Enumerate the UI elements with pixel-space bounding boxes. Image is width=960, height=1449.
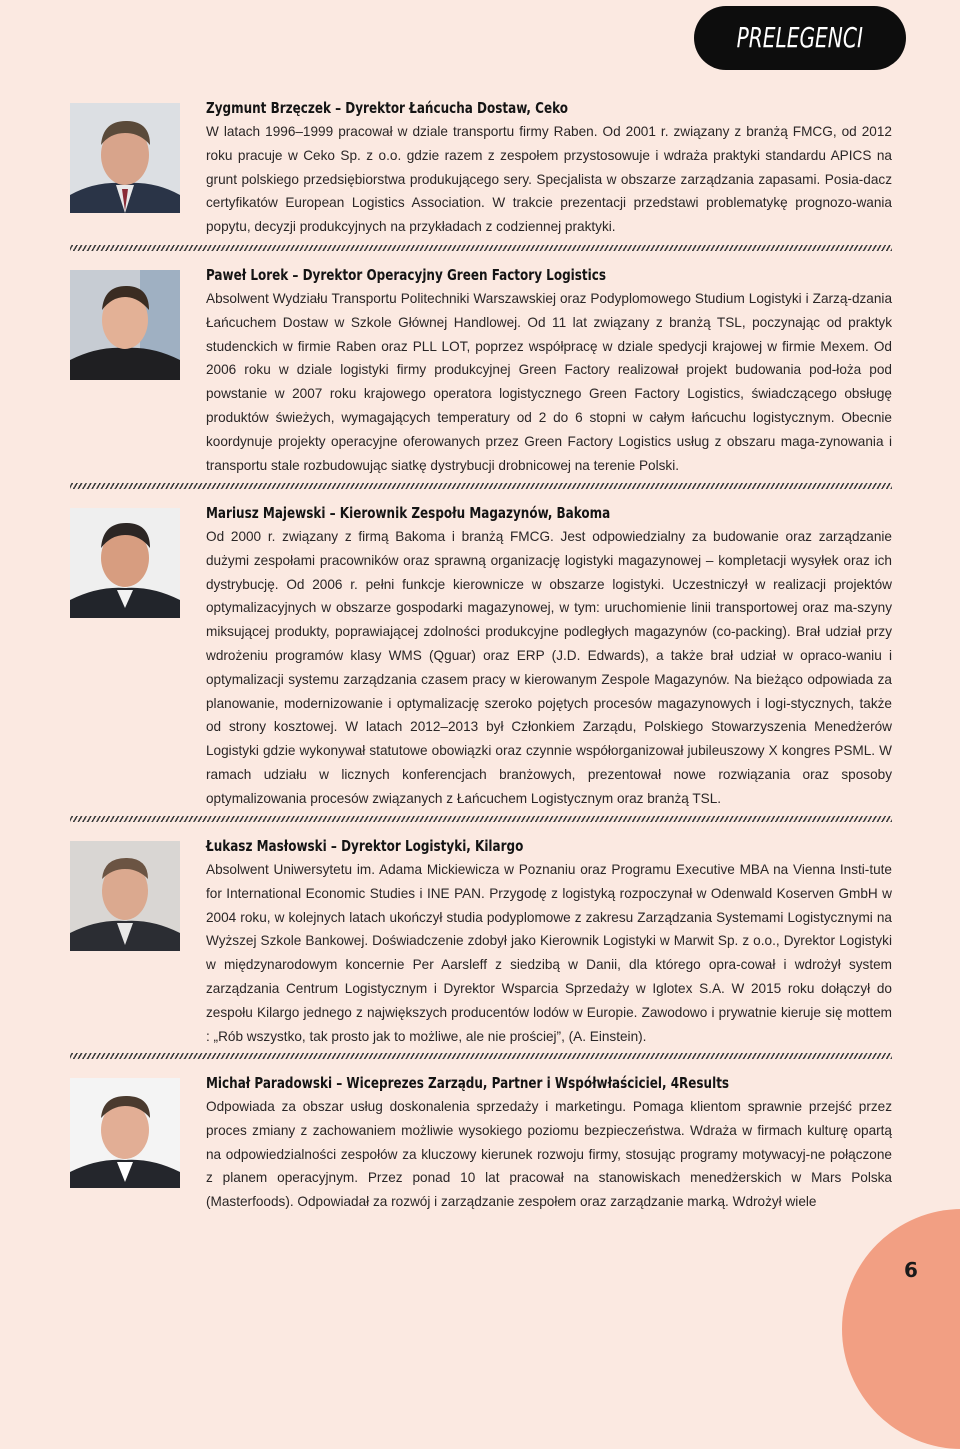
section-badge-label: PRELEGENCI <box>736 21 864 54</box>
speaker-bio: Od 2000 r. związany z firmą Bakoma i branżą FMCG. Jest odpowiedzialny za budowanie oraz zarządzanie dużymi zespołami pracowników oraz sprawną organizację logistyki magazynowej – kompletacji wysyłek oraz ich dystrybucję. Od 2006 r. pełni funkcje kierownicze w obszarze logistyki. Uczestniczył w realizacji projektów optymalizacyjnych w obszarze gospodarki magazynowej, w tym: uruchomienie linii transportowej oraz ma-szyny miksującej produkty, poprawiającej zdolności produkcyjne podległych magazynów (co-packing). Brał udział przy wdrożeniu programów klasy WMS (Qguar) oraz ERP (J.D. Edwards), a także brał udział w opraco-waniu i optymalizacji systemu zarządzania czasem pracy w kierowanym Zespole Magazynów. Na bieżąco odpowiada za planowanie, modernizowanie i optymalizację szeroko pojętych procesów magazynowych i logi-stycznych, także od strony kosztowej. W latach 2012–2013 był Członkiem Zarządu, Polskiego Stowarzyszenia Menedżerów Logistyki gdzie wykonywał statutowe obowiązki oraz czynnie współorganizował jubileuszowy X kongres PSML. W ramach udziału w licznych konferencjach branżowych, prezentował nowe rozwiązania oraz sposoby optymalizowania procesów związanych z Łańcuchem Logistycznym oraz branżą TSL. <box>206 529 892 806</box>
speaker-portrait-pawel <box>70 270 180 380</box>
speaker-name: Zygmunt Brzęczek – Dyrektor Łańcucha Dostaw, Ceko <box>206 99 568 117</box>
page-corner-decoration <box>842 1209 960 1449</box>
speaker-name: Michał Paradowski – Wiceprezes Zarządu, Partner i Współwłaściciel, 4Results <box>206 1074 730 1092</box>
section-divider <box>70 483 892 489</box>
speaker-photo <box>70 841 180 951</box>
speaker-portrait-lukasz <box>70 841 180 951</box>
speaker-name: Mariusz Majewski – Kierownik Zespołu Magazynów, Bakoma <box>206 504 611 522</box>
section-divider <box>70 245 892 251</box>
speaker-photo <box>70 103 180 213</box>
speaker-portrait-michal <box>70 1078 180 1188</box>
speaker-photo <box>70 508 180 618</box>
speaker-bio: Odpowiada za obszar usług doskonalenia sprzedaży i marketingu. Pomaga klientom sprawnie przejść przez proces zmiany z zachowaniem możliwie wysokiego poziomu bezpieczeństwa. Wdraża w firmach kulturę opartą na odpowiedzialności zespołów za kluczowy kierunek rozwoju firmy, stosując programy motywacyj-ne połączone z planem operacyjnym. Przez ponad 10 lat pracował na stanowiskach menedżerskich w Mars Polska (Masterfoods). Odpowiadał za rozwój i zarządzanie zespołem oraz zarządzanie marką. Wdrożył wiele <box>206 1099 892 1210</box>
speaker-portrait-zygmunt <box>70 103 180 213</box>
speaker-bio: W latach 1996–1999 pracował w dziale transportu firmy Raben. Od 2001 r. związany z branżą FMCG, od 2012 roku pracuje w Ceko Sp. z o.o. gdzie razem z zespołem przystosowuje i wdraża praktyki standardu APICS na grunt polskiego przedsiębiorstwa produkującego sery. Specjalista w obszarze zarządzania zapasami. Posia-dacz certyfikatów European Logistics Association. W trakcie prezentacji przedstawi problematykę prognozo-wania popytu, decyzji produkcyjnych na przykładach z codziennej praktyki. <box>206 124 892 235</box>
section-divider <box>70 1053 892 1059</box>
page-number: 6 <box>904 1258 918 1282</box>
speaker-bio: Absolwent Uniwersytetu im. Adama Mickiewicza w Poznaniu oraz Programu Executive MBA na Vienna Insti-tute for International Economic Studies i INE PAN. Przygodę z logistyką rozpoczynał w Odenwald Koserven GmbH w 2004 roku, w kolejnych latach ukończył studia podyplomowe z zakresu Zarządzania Systemami Logistycznymi na Wyższej Szkole Bankowej. Doświadczenie zdobył jako Kierownik Logistyki w Marwit Sp. z o.o., Dyrektor Logistyki w międzynarodowym koncernie Per Aarsleff z siedzibą w Danii, dla którego opra-cował i wdrożył system zarządzania Centrum Logistycznym i Dyrektor Wsparcia Sprzedaży w Iglotex S.A. W 2015 roku dołączył do zespołu Kilargo jednego z największych producentów lodów w Europie. Zawodowo i prywatnie kieruje się mottem : „Rób wszystko, tak prosto jak to możliwe, ale nie prościej”, (A. Einstein). <box>206 862 892 1044</box>
speaker-portrait-mariusz <box>70 508 180 618</box>
speaker-name: Paweł Lorek – Dyrektor Operacyjny Green Factory Logistics <box>206 266 606 284</box>
speaker-photo <box>70 270 180 380</box>
speaker-photo <box>70 1078 180 1188</box>
speaker-bio: Absolwent Wydziału Transportu Politechniki Warszawskiej oraz Podyplomowego Studium Logistyki i Zarzą-dzania Łańcuchem Dostaw w Szkole Głównej Handlowej. Od 11 lat związany z branżą TSL, poczynając od praktyk studenckich w firmie Raben oraz PLL LOT, poprzez współpracę w dziale spedycji krajowej w firmie Mexem. Od 2006 roku w dziale logistyki firmy produkcyjnej Green Factory realizował projekt budowania pod-łoża pod powstanie w 2007 roku krajowego operatora logistycznego Green Factory Logistics, świadczącego obsługę produktów świeżych, wymagających temperatury od 2 do 6 stopni w całym łańcuchu logistycznym. Obecnie koordynuje projekty operacyjne oferowanych przez Green Factory Logistics usług z obszaru maga-zynowania i transportu stale rozbudowując siatkę dystrybucji drobnicowej na terenie Polski. <box>206 291 892 473</box>
section-divider <box>70 816 892 822</box>
speaker-name: Łukasz Masłowski – Dyrektor Logistyki, Kilargo <box>206 837 524 855</box>
section-badge <box>694 6 906 70</box>
